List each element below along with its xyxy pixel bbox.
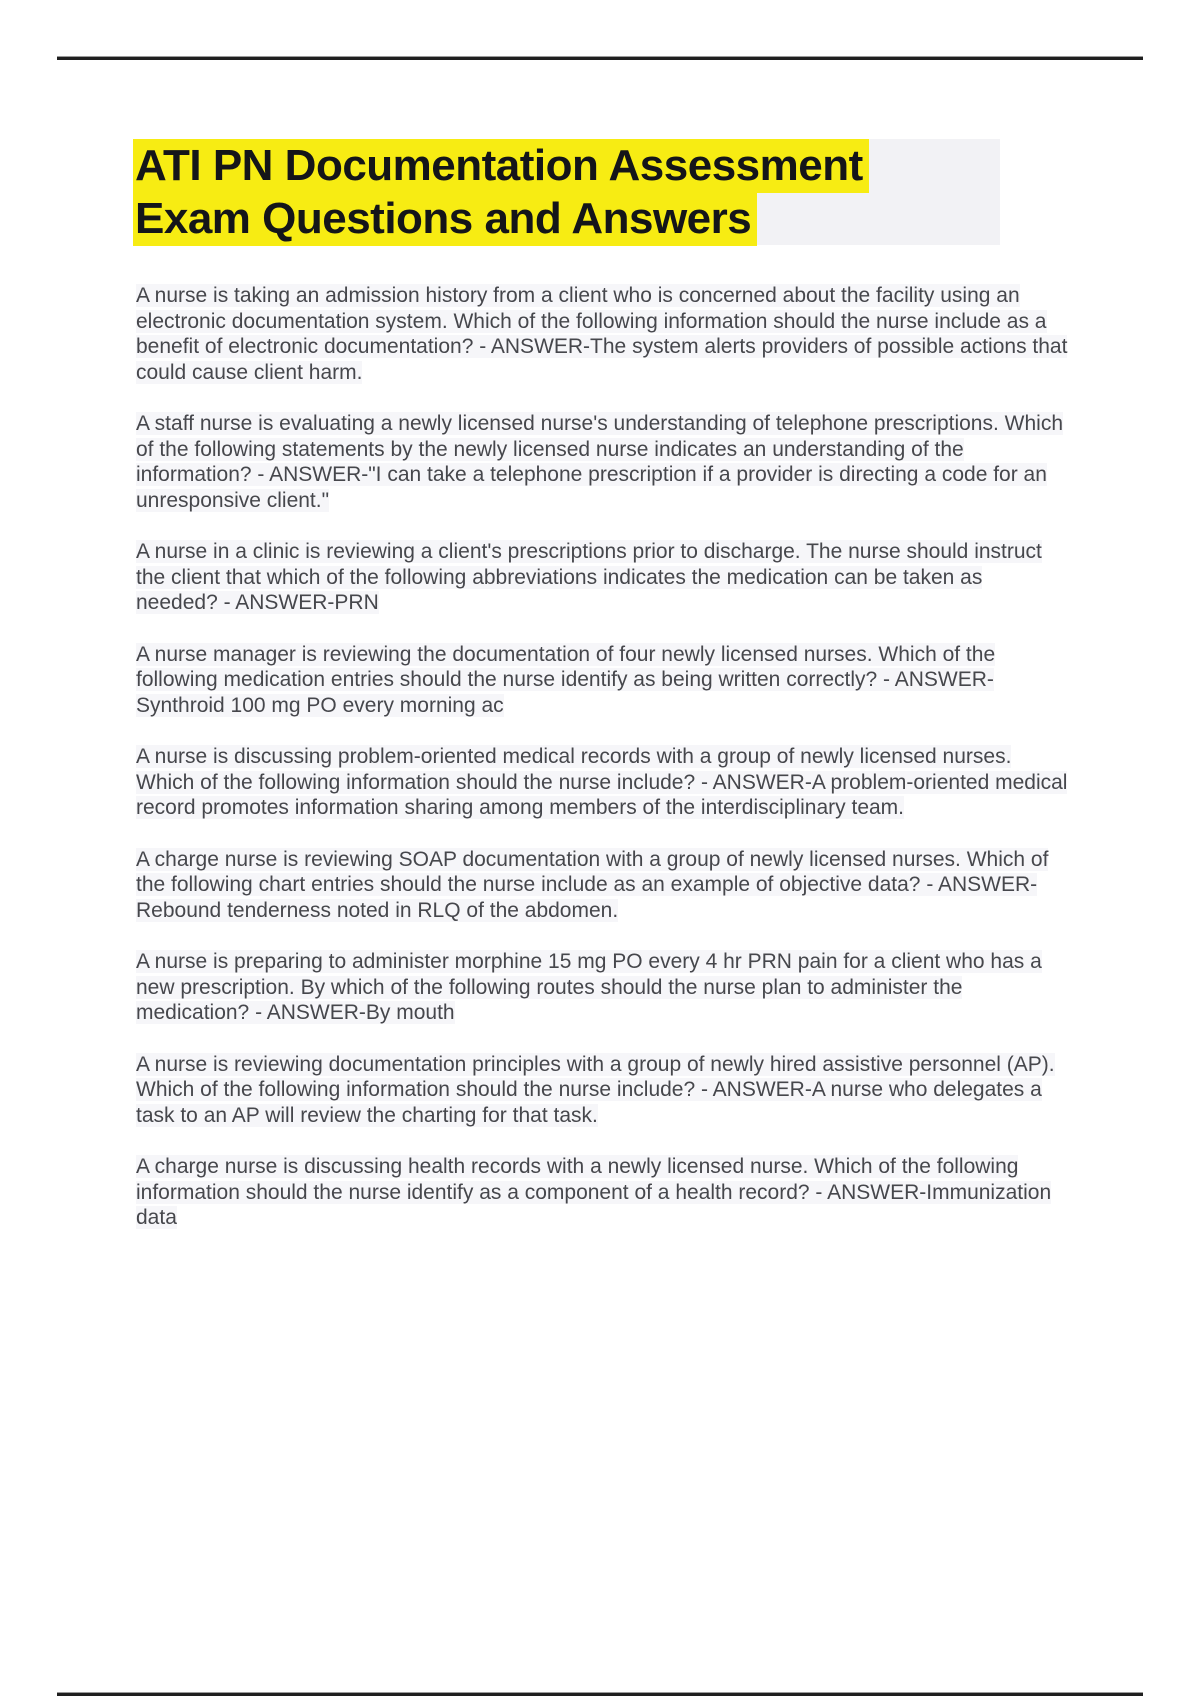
document-title	[133, 139, 1000, 245]
qa-paragraph	[136, 283, 1068, 385]
qa-paragraph-text: A nurse is taking an admission history from a client who is concerned about the facility using an electronic documentation system. Which of the following information should the nurse include as a benefit of electronic documentation? - ANSWER-The system alerts providers of possible actions that could cause client harm.	[136, 284, 1068, 384]
title-block	[133, 139, 1000, 245]
qa-paragraph	[136, 539, 1068, 616]
qa-paragraph-text: A nurse is preparing to administer morphine 15 mg PO every 4 hr PRN pain for a client who has a new prescription. By which of the following routes should the nurse plan to administer the medication? - ANSWER-By mouth	[136, 950, 1042, 1024]
qa-paragraph	[136, 1154, 1068, 1231]
qa-paragraph-text: A nurse in a clinic is reviewing a client's prescriptions prior to discharge. The nurse should instruct the client that which of the following abbreviations indicates the medication can be taken as needed? - ANSWER-PRN	[136, 540, 1042, 614]
qa-paragraph	[136, 642, 1068, 719]
footer-rule	[57, 1692, 1143, 1696]
qa-paragraph	[136, 949, 1068, 1026]
qa-paragraph-text: A nurse manager is reviewing the documentation of four newly licensed nurses. Which of the following medication entries should the nurse identify as being written correctly? - ANSWER-Synthroid 100 mg PO every morning ac	[136, 642, 996, 717]
qa-paragraph	[136, 411, 1068, 513]
qa-content	[136, 283, 1068, 1257]
qa-paragraph	[136, 1052, 1068, 1129]
qa-paragraph-text: A charge nurse is discussing health records with a newly licensed nurse. Which of the following information should the nurse identify as a component of a health record? - ANSWER-Immunization data	[136, 1155, 1052, 1229]
qa-paragraph-text: A nurse is reviewing documentation principles with a group of newly hired assistive personnel (AP). Which of the following information should the nurse include? - ANSWER-A nurse who delegates a task to an AP will review the charting for that task.	[136, 1052, 1055, 1127]
qa-paragraph-text: A staff nurse is evaluating a newly licensed nurse's understanding of telephone prescriptions. Which of the following statements by the newly licensed nurse indicates an understanding of the information? - ANSWER-"I can take a telephone prescription if a provider is directing a code for an unresponsive client."	[136, 412, 1063, 512]
header-rule	[57, 56, 1143, 60]
qa-paragraph-text: A charge nurse is reviewing SOAP documentation with a group of newly licensed nurses. Which of the following chart entries should the nurse include as an example of objective data? - ANSWER-Rebound tenderness noted in RLQ of the abdomen.	[136, 847, 1049, 922]
qa-paragraph-text: A nurse is discussing problem-oriented medical records with a group of newly licensed nurses. Which of the following information should the nurse include? - ANSWER-A problem-oriented medical record promotes information sharing among members of the interdisciplinary team.	[136, 745, 1068, 819]
qa-paragraph	[136, 744, 1068, 821]
title-line-2: Exam Questions and Answers	[133, 192, 757, 246]
qa-paragraph	[136, 847, 1068, 924]
title-line-1: ATI PN Documentation Assessment	[133, 139, 869, 193]
